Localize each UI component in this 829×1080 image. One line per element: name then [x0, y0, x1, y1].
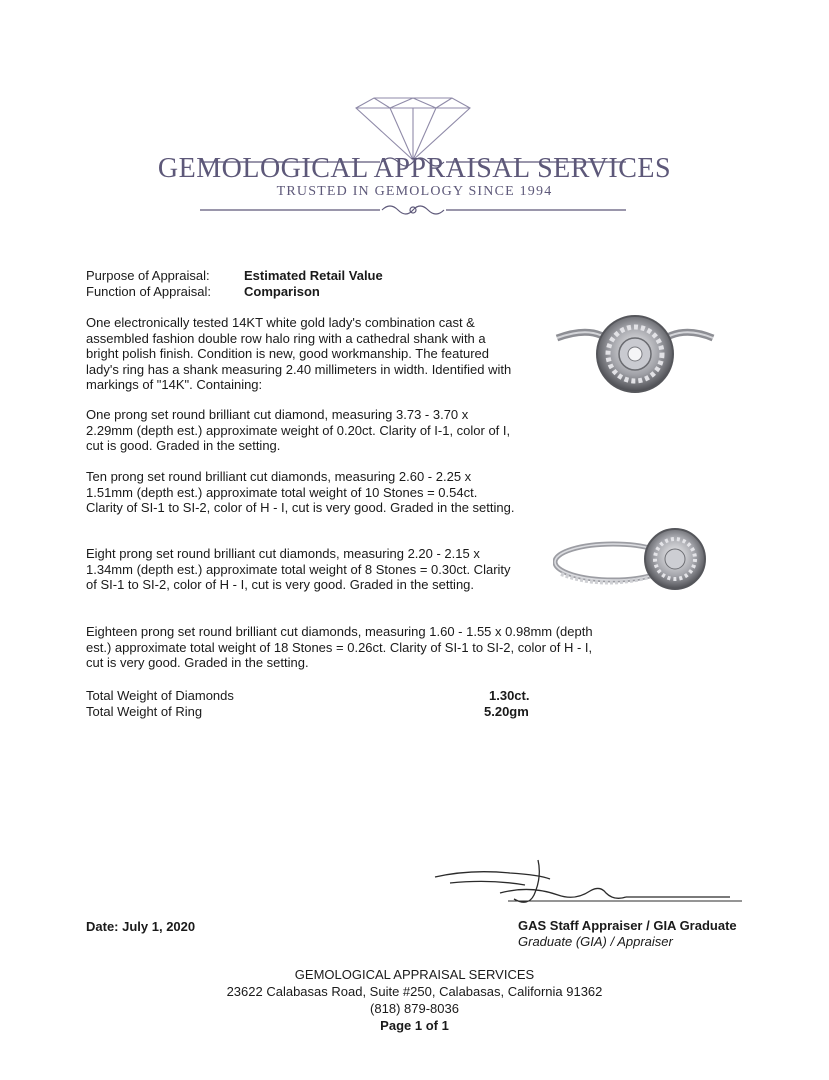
date-text: Date: July 1, 2020: [86, 919, 196, 934]
total-ring-label: Total Weight of Ring: [86, 704, 203, 719]
purpose-label: Purpose of Appraisal:: [86, 268, 210, 283]
stone-paragraph: Eighteen prong set round brilliant cut diamonds, measuring 1.60 - 1.55 x 0.98mm (depth est.) approximate total weight of 18 Stones = 0.26ct. Clarity of SI-1 to SI-2, color of H - I, cut is very good. Graded in the setting.: [86, 624, 593, 671]
signature-image: [430, 855, 750, 915]
footer-company: GEMOLOGICAL APPRAISAL SERVICES: [294, 967, 535, 982]
appraiser-subtitle: Graduate (GIA) / Appraiser: [518, 934, 673, 949]
brand-name: GEMOLOGICAL APPRAISAL SERVICES: [157, 153, 672, 184]
ring-front-photo: [555, 310, 715, 400]
footer-phone: (818) 879-8036: [370, 1001, 459, 1016]
function-value: Comparison: [244, 284, 320, 299]
function-label: Function of Appraisal:: [86, 284, 212, 299]
stone-paragraph: Eight prong set round brilliant cut diamonds, measuring 2.20 - 2.15 x 1.34mm (depth est.) approximate total weight of 8 Stones = 0.30ct. Clarity of SI-1 to SI-2, color of H - I, cut is very good. Graded in the setting.: [86, 546, 511, 593]
total-diamonds-value: 1.30ct.: [489, 688, 530, 703]
stone-paragraph: One prong set round brilliant cut diamond, measuring 3.73 - 3.70 x 2.29mm (depth est.) approximate weight of 0.20ct. Clarity of I-1, color of I, cut is good. Graded in the setting.: [86, 407, 511, 454]
stone-paragraph: Ten prong set round brilliant cut diamonds, measuring 2.60 - 2.25 x 1.51mm (depth est.) approximate total weight of 10 Stones = 0.54ct. Clarity of SI-1 to SI-2, color of H - I, cut is very good. Graded in the setting.: [86, 469, 515, 516]
page-number: Page 1 of 1: [380, 1018, 449, 1033]
ring-side-photo: [553, 512, 713, 602]
total-ring-value: 5.20gm: [484, 704, 529, 719]
total-diamonds-label: Total Weight of Diamonds: [86, 688, 234, 703]
brand-tagline: TRUSTED IN GEMOLOGY SINCE 1994: [276, 184, 553, 199]
appraiser-title: GAS Staff Appraiser / GIA Graduate: [518, 918, 737, 933]
footer-address: 23622 Calabasas Road, Suite #250, Calabasas, California 91362: [226, 984, 603, 999]
purpose-value: Estimated Retail Value: [244, 268, 383, 283]
diamond-icon: [356, 98, 470, 160]
description-paragraph: One electronically tested 14KT white gold lady's combination cast & assembled fashion double row halo ring with a cathedral shank with a bright polish finish. Condition is new, good workmanship. The featured lady's ring has a shank measuring 2.40 millimeters in width. Identified with markings of "14K". Containing:: [86, 315, 512, 393]
